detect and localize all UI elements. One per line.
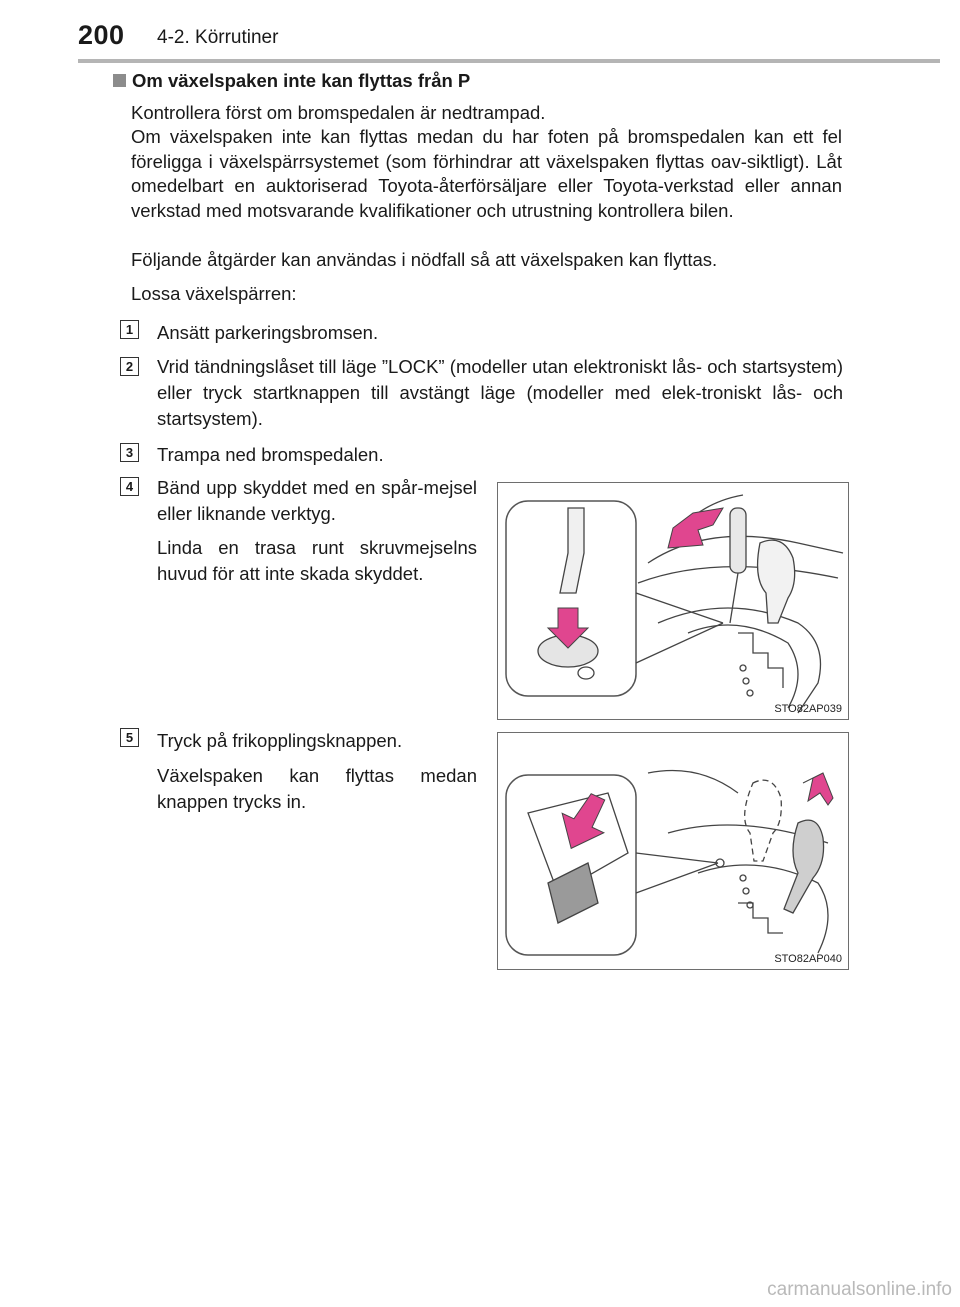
intro-paragraph-3: Följande åtgärder kan användas i nödfall så att växelspaken kan flyttas. bbox=[131, 249, 718, 270]
step-number-5: 5 bbox=[120, 728, 139, 747]
intro-paragraph-1: Kontrollera först om bromspedalen är nedtrampad. bbox=[131, 102, 546, 123]
watermark: carmanualsonline.info bbox=[767, 1279, 952, 1300]
shift-lever-cover-illustration bbox=[498, 483, 848, 719]
heading-text: Om växelspaken inte kan flyttas från P bbox=[132, 70, 471, 91]
step-text-4: Bänd upp skyddet med en spår-mejsel eller liknande verktyg. bbox=[157, 477, 477, 524]
step-text-5: Tryck på frikopplingsknappen. bbox=[157, 730, 403, 751]
step-note-4: Linda en trasa runt skruvmejselns huvud för att inte skada skyddet. bbox=[157, 537, 477, 584]
intro-paragraph-4: Lossa växelspärren: bbox=[131, 283, 297, 304]
header-rule bbox=[78, 59, 940, 63]
intro-paragraph-2: Om växelspaken inte kan flyttas medan du har foten på bromspedalen kan ett fel föreligga i växelspärrsystemet (som förhindrar att växelspaken flyttas oav-siktligt). Låt omedelbart en auktoriserad Toyota-återförsäljare eller Toyota-verkstad eller annan verkstad med motsvarande kvalifikationer och utrustning kontrollera bilen. bbox=[131, 126, 842, 221]
step-text-3: Trampa ned bromspedalen. bbox=[157, 444, 384, 465]
step-number-3: 3 bbox=[120, 443, 139, 462]
step-text-1: Ansätt parkeringsbromsen. bbox=[157, 322, 379, 343]
step-number-2: 2 bbox=[120, 357, 139, 376]
step-number-4: 4 bbox=[120, 477, 139, 496]
step-number-1: 1 bbox=[120, 320, 139, 339]
figure-release-cover bbox=[497, 482, 849, 720]
shift-release-button-illustration bbox=[498, 733, 848, 969]
step-text-2: Vrid tändningslåset till läge ”LOCK” (modeller utan elektroniskt lås- och startsystem) eller tryck startknappen till avstängt läge (modeller med elek-troniskt lås- och startsystem). bbox=[157, 356, 843, 429]
page-number: 200 bbox=[78, 20, 125, 50]
subsection-heading bbox=[113, 70, 470, 92]
figure-code-1: STO82AP039 bbox=[774, 703, 842, 715]
figure-code-2: STO82AP040 bbox=[774, 953, 842, 965]
figure-release-button bbox=[497, 732, 849, 970]
section-title: 4-2. Körrutiner bbox=[157, 27, 279, 48]
page-header bbox=[0, 0, 960, 62]
bullet-square-icon bbox=[113, 74, 126, 87]
step-note-5: Växelspaken kan flyttas medan knappen trycks in. bbox=[157, 765, 477, 812]
